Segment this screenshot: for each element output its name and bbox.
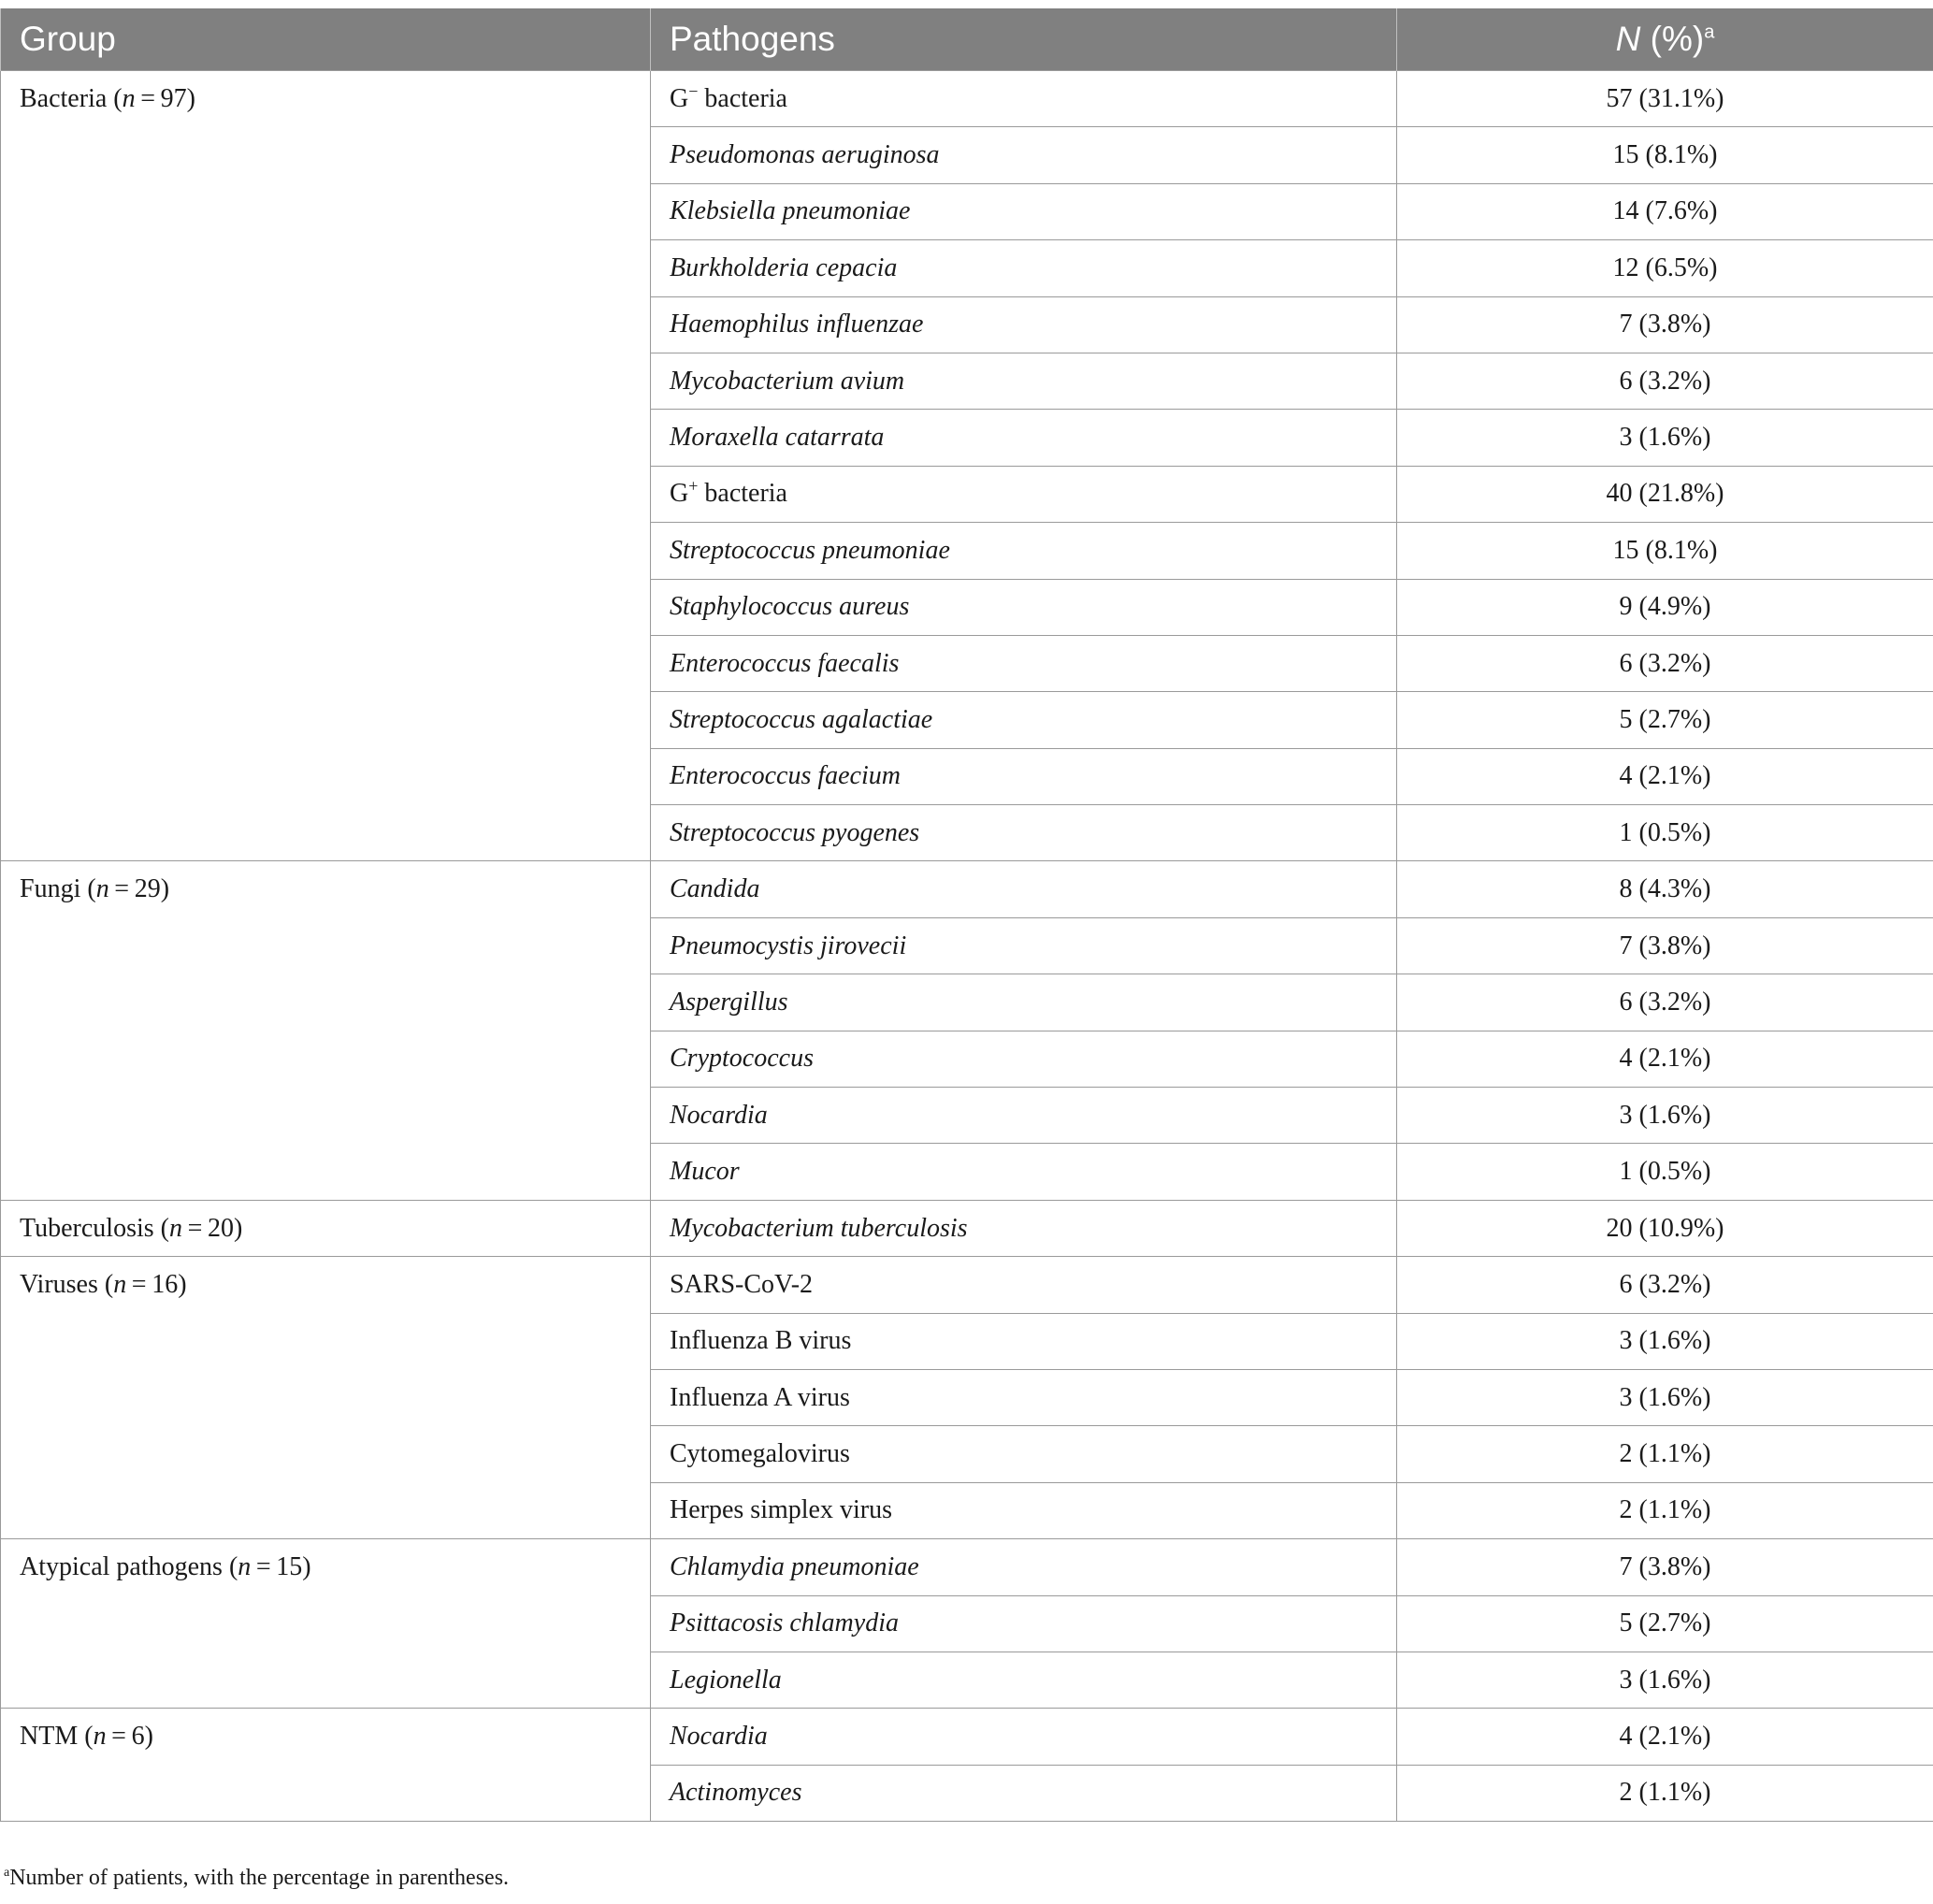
pathogen-table-container <box>0 8 1933 1822</box>
pathogen-cell <box>651 748 1397 804</box>
pathogen-cell <box>651 296 1397 353</box>
pathogen-cell <box>651 579 1397 635</box>
pathogen-name: Cryptococcus <box>670 1044 814 1074</box>
table-row <box>1 1539 1933 1595</box>
pathogen-cell <box>651 71 1397 127</box>
table-row <box>1 71 1933 127</box>
pathogen-cell <box>651 1482 1397 1538</box>
table-row <box>1 861 1933 917</box>
group-label: Bacteria <box>20 84 108 113</box>
footnote-marker: a <box>4 1866 10 1880</box>
pathogen-suffix: bacteria <box>698 83 787 113</box>
pathogen-name: Chlamydia pneumoniae <box>670 1551 919 1581</box>
count-percent-cell: 57 (31.1%) <box>1397 71 1933 127</box>
count-percent-cell: 6 (3.2%) <box>1397 353 1933 409</box>
pathogen-cell <box>651 1369 1397 1425</box>
pathogen-name: Aspergillus <box>670 987 788 1017</box>
table-footnote <box>4 1866 509 1891</box>
pathogen-name: Pneumocystis jirovecii <box>670 930 907 960</box>
group-count: 97 <box>160 84 187 113</box>
count-percent-cell: 7 (3.8%) <box>1397 1539 1933 1595</box>
pathogen-cell <box>651 805 1397 861</box>
count-percent-cell: 1 (0.5%) <box>1397 805 1933 861</box>
count-percent-cell: 5 (2.7%) <box>1397 1595 1933 1652</box>
pathogen-name: Candida <box>670 874 760 904</box>
pathogen-cell <box>651 1144 1397 1200</box>
table-header <box>1 8 1933 71</box>
count-percent-cell: 4 (2.1%) <box>1397 1709 1933 1765</box>
group-count: 6 <box>131 1722 145 1752</box>
pathogen-suffix: bacteria <box>698 479 787 509</box>
pathogen-cell <box>651 1595 1397 1652</box>
pathogen-cell <box>651 466 1397 522</box>
pathogen-cell <box>651 127 1397 183</box>
pathogen-cell <box>651 240 1397 296</box>
group-cell: Viruses (n = 16) <box>1 1257 651 1539</box>
count-percent-cell: 6 (3.2%) <box>1397 635 1933 691</box>
pathogen-name: Enterococcus faecalis <box>670 648 900 678</box>
pathogen-name: Mycobacterium avium <box>670 366 905 396</box>
group-count: 29 <box>134 874 161 904</box>
pathogen-name: Pseudomonas aeruginosa <box>670 140 940 170</box>
pathogen-cell <box>651 1200 1397 1256</box>
pathogen-cell <box>651 1031 1397 1087</box>
pathogen-name: G <box>670 479 689 509</box>
pathogen-cell <box>651 1539 1397 1595</box>
pathogen-name: Actinomyces <box>670 1778 802 1808</box>
gram-stain-marker: − <box>688 81 699 101</box>
pathogen-name: Streptococcus agalactiae <box>670 704 933 734</box>
count-percent-cell: 2 (1.1%) <box>1397 1765 1933 1821</box>
count-percent-cell: 4 (2.1%) <box>1397 1031 1933 1087</box>
pathogen-name: Nocardia <box>670 1100 768 1130</box>
pathogen-cell <box>651 353 1397 409</box>
pathogen-name: Enterococcus faecium <box>670 761 901 791</box>
pathogen-name: Mycobacterium tuberculosis <box>670 1213 968 1243</box>
count-percent-cell: 9 (4.9%) <box>1397 579 1933 635</box>
pathogen-name: Staphylococcus aureus <box>670 592 910 622</box>
pathogen-name: Streptococcus pneumoniae <box>670 535 950 565</box>
gram-stain-marker: + <box>688 477 699 497</box>
pathogen-cell <box>651 917 1397 974</box>
group-count: 16 <box>151 1270 179 1300</box>
count-percent-cell: 3 (1.6%) <box>1397 1088 1933 1144</box>
header-n-percent <box>1397 8 1933 71</box>
count-percent-cell: 6 (3.2%) <box>1397 974 1933 1031</box>
pathogen-cell <box>651 1257 1397 1313</box>
group-cell: Bacteria (n = 97) <box>1 71 651 861</box>
count-percent-cell: 20 (10.9%) <box>1397 1200 1933 1256</box>
header-footnote-marker: a <box>1704 22 1715 43</box>
count-percent-cell: 1 (0.5%) <box>1397 1144 1933 1200</box>
pathogen-name: Moraxella catarrata <box>670 423 885 453</box>
pathogen-cell <box>651 692 1397 748</box>
count-percent-cell: 3 (1.6%) <box>1397 1369 1933 1425</box>
count-percent-cell: 6 (3.2%) <box>1397 1257 1933 1313</box>
pathogen-cell <box>651 861 1397 917</box>
group-cell: Atypical pathogens (n = 15) <box>1 1539 651 1709</box>
count-percent-cell: 3 (1.6%) <box>1397 1652 1933 1708</box>
count-percent-cell: 12 (6.5%) <box>1397 240 1933 296</box>
count-percent-cell: 4 (2.1%) <box>1397 748 1933 804</box>
group-label: Fungi <box>20 874 81 904</box>
pathogen-cell <box>651 410 1397 466</box>
group-cell: Tuberculosis (n = 20) <box>1 1200 651 1256</box>
count-percent-cell: 2 (1.1%) <box>1397 1482 1933 1538</box>
pathogen-name: Nocardia <box>670 1722 768 1752</box>
header-n-symbol: N <box>1615 20 1641 58</box>
group-count: 15 <box>276 1552 303 1582</box>
count-percent-cell: 5 (2.7%) <box>1397 692 1933 748</box>
pathogen-name: SARS-CoV-2 <box>670 1269 814 1299</box>
pathogen-cell <box>651 1709 1397 1765</box>
table-row <box>1 1709 1933 1765</box>
header-pathogens: Pathogens <box>651 8 1397 71</box>
group-label: NTM <box>20 1722 79 1752</box>
pathogen-cell <box>651 1313 1397 1369</box>
group-cell: Fungi (n = 29) <box>1 861 651 1200</box>
pathogen-cell <box>651 635 1397 691</box>
count-percent-cell: 14 (7.6%) <box>1397 183 1933 239</box>
pathogen-name: Influenza A virus <box>670 1382 850 1412</box>
pathogen-name: Haemophilus influenzae <box>670 310 924 339</box>
header-group: Group <box>1 8 651 71</box>
group-count: 20 <box>208 1213 234 1243</box>
pathogen-name: Burkholderia cepacia <box>670 252 898 282</box>
pathogen-name: Streptococcus pyogenes <box>670 817 920 847</box>
group-label: Atypical pathogens <box>20 1552 223 1582</box>
count-percent-cell: 2 (1.1%) <box>1397 1426 1933 1482</box>
pathogen-cell <box>651 1088 1397 1144</box>
count-percent-cell: 3 (1.6%) <box>1397 410 1933 466</box>
header-row <box>1 8 1933 71</box>
footnote-text: Number of patients, with the percentage in parentheses. <box>9 1866 510 1890</box>
pathogen-name: G <box>670 83 689 113</box>
table-row <box>1 1200 1933 1256</box>
group-label: Tuberculosis <box>20 1213 154 1243</box>
group-cell: NTM (n = 6) <box>1 1709 651 1822</box>
pathogen-name: Cytomegalovirus <box>670 1439 850 1469</box>
table-row <box>1 1257 1933 1313</box>
pathogen-cell <box>651 1765 1397 1821</box>
pathogen-name: Influenza B virus <box>670 1326 852 1356</box>
pathogen-name: Legionella <box>670 1665 782 1695</box>
pathogen-cell <box>651 183 1397 239</box>
count-percent-cell: 3 (1.6%) <box>1397 1313 1933 1369</box>
count-percent-cell: 7 (3.8%) <box>1397 917 1933 974</box>
pathogen-cell <box>651 523 1397 579</box>
count-percent-cell: 40 (21.8%) <box>1397 466 1933 522</box>
table-body <box>1 71 1933 1822</box>
pathogen-cell <box>651 1426 1397 1482</box>
pathogen-cell <box>651 974 1397 1031</box>
header-n-percent-label: (%) <box>1640 20 1705 58</box>
pathogen-name: Herpes simplex virus <box>670 1495 892 1525</box>
pathogen-table <box>0 8 1933 1822</box>
count-percent-cell: 7 (3.8%) <box>1397 296 1933 353</box>
count-percent-cell: 15 (8.1%) <box>1397 523 1933 579</box>
count-percent-cell: 15 (8.1%) <box>1397 127 1933 183</box>
group-label: Viruses <box>20 1270 98 1300</box>
count-percent-cell: 8 (4.3%) <box>1397 861 1933 917</box>
pathogen-cell <box>651 1652 1397 1708</box>
pathogen-name: Mucor <box>670 1157 740 1187</box>
pathogen-name: Klebsiella pneumoniae <box>670 196 911 226</box>
pathogen-name: Psittacosis chlamydia <box>670 1608 899 1638</box>
